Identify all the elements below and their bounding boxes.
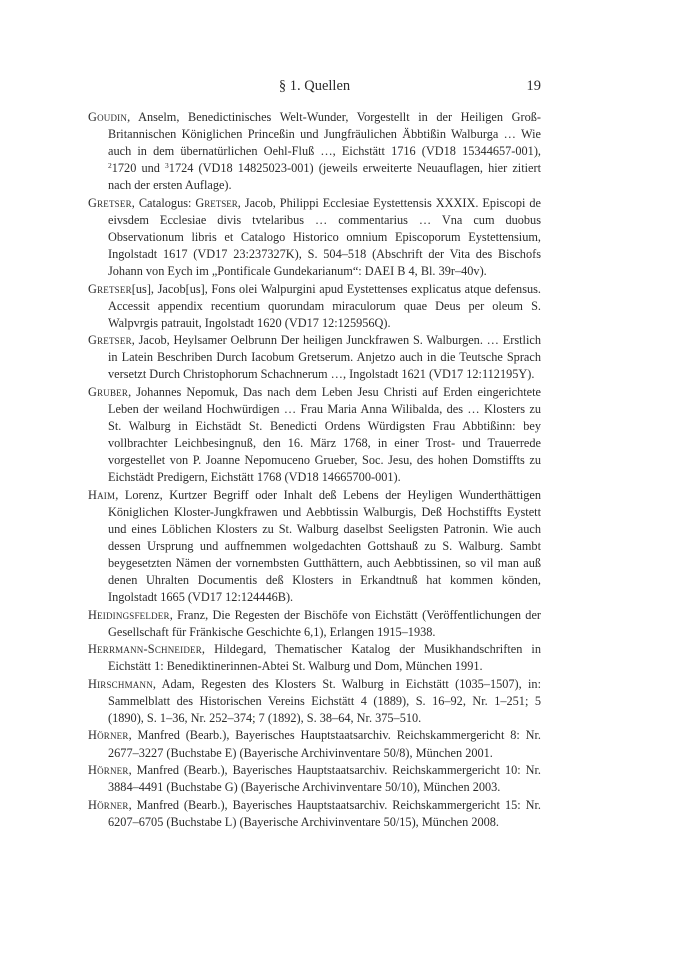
bibliography-entry <box>88 641 541 675</box>
entry-text: , Lorenz, Kurtzer Begriff oder Inhalt deß Lebens der Heyligen Wunderthättigen Königlichen Kloster-Jungkfrawen und Aebbtissin Walburgis, Deß Hochstiffts Eystett und eines Löblichen Klosters zu St. Walburg daselbst Seeligsten Patronin. Wie auch dessen Ursprung und auffnemmen wolgedachten Gottshauß zu S. Walburg. Sambt beygesetzten Nämen der vornembsten Gutthättern, auch Aebbtissinen, so vil man auß denen Uhralten Documentis deß Klosters in Erkandtnuß hat kommen könden, Ingolstadt 1665 (VD17 12:124446B). <box>108 487 541 605</box>
entry-text: , Anselm, Benedictinisches Welt-Wunder, Vorgestellt in der Heiligen Groß-Britannischen Königlichen Princeßin und Jungfräulichen Äbbtißin Walburga … Wie auch in dem übernatürlichen Oehl-Fluß …, Eichstätt 1716 (VD18 15344657-001), <box>108 110 541 159</box>
page-number: 19 <box>526 78 541 94</box>
entry-author: Gretser <box>88 281 132 296</box>
entry-author: Heidingsfelder <box>88 607 170 622</box>
bibliography-entry <box>88 676 541 727</box>
entry-text: [us], Jacob[us], Fons olei Walpurgini apud Eystettenses explicatus atque defensus. Accessit appendix recentium quorundam miraculorum quae Deus per oleum S. Walpvrgis patrauit, Ingolstadt 1620 (VD17 12:125956Q). <box>108 281 541 330</box>
entry-text: , Catalogus: <box>131 195 196 210</box>
entry-author: Gretser <box>88 195 132 210</box>
edition-superscript: 2 <box>108 161 112 171</box>
entry-author: Haim <box>88 487 116 502</box>
entry-author: Hörner <box>88 797 129 812</box>
entry-author: Goudin <box>88 110 128 124</box>
bibliography-entry <box>88 195 541 280</box>
entry-text: 1724 (VD18 14825023-001) (jeweils erweiterte Neuauflagen, hier zitiert nach der ersten Auflage). <box>108 161 542 193</box>
entry-author: Gruber <box>88 384 129 399</box>
entry-text: , Manfred (Bearb.), Bayerisches Hauptstaatsarchiv. Reichskammergericht 8: Nr. 2677–3227 (Buchstabe E) (Bayerische Archivinventare 50/8), München 2001. <box>108 728 541 760</box>
entry-author: Herrmann-Schneider <box>88 642 202 657</box>
entry-text: , Johannes Nepomuk, Das nach dem Leben Jesu Christi auf Erden eingerichtete Leben der weiland Hochwürdigen … Frau Maria Anna Wilibalda, des … Klosters zu St. Walburg in Eichstädt St. Benedicti Ordens Würdigsten Frau Abbtißinn: bey vollbrachter Leichbesingnuß, den 16. März 1768, in einer Trost- und Trauerrede vorgestellet von P. Joanne Nepomuceno Grueber, Soc. Jesu, des hohen Domstiffts zu Eichstädt Predigern, Eichstätt 1768 (VD18 14665700-001). <box>108 384 541 485</box>
entry-author-inline: Gretser <box>195 195 238 210</box>
entry-text: , Manfred (Bearb.), Bayerisches Hauptstaatsarchiv. Reichskammergericht 10: Nr. 3884–4491 (Buchstabe G) (Bayerische Archivinventare 50/10), München 2003. <box>108 763 541 795</box>
entry-text: , Adam, Regesten des Klosters St. Walburg in Eichstätt (1035–1507), in: Sammelblatt des Historischen Vereins Eichstätt 4 (1889), S. 16–92, Nr. 1–251; 5 (1890), S. 1–36, Nr. 252–374; 7 (1892), S. 38–64, Nr. 375–510. <box>108 676 541 726</box>
entry-text: 1720 und <box>111 161 166 176</box>
edition-superscript: 3 <box>165 161 169 171</box>
entry-text: , Jacob, Philippi Ecclesiae Eystettensis XXXIX. Episcopi de eivsdem Ecclesiae divis tvtelaribus … commentarius … Vna cum duobus Observationum libris et Catalogo Historico omnium Episcoporum Eystettensium, Ingolstadt 1617 (VD17 23:237327K), S. 504–518 (Abschrift der Vita des Bischofs Johann von Eych im „Pontificale Gundekarianum“: DAEI B 4, Bl. 39r–40v). <box>108 195 541 279</box>
entry-author: Gretser <box>88 333 132 348</box>
bibliography-list <box>88 109 541 831</box>
entry-text: , Manfred (Bearb.), Bayerisches Hauptstaatsarchiv. Reichskammergericht 15: Nr. 6207–6705 (Buchstabe L) (Bayerische Archivinventare 50/15), München 2008. <box>108 797 541 829</box>
bibliography-entry <box>88 109 541 194</box>
entry-text: , Franz, Die Regesten der Bischöfe von Eichstätt (Veröffentlichungen der Gesellschaft für Fränkische Geschichte 6,1), Erlangen 1915–1938. <box>108 607 541 639</box>
bibliography-entry <box>88 487 541 607</box>
bibliography-entry <box>88 332 541 383</box>
entry-author: Hörner <box>88 763 129 777</box>
page-header <box>88 76 541 100</box>
bibliography-entry <box>88 281 541 332</box>
entry-text: , Hildegard, Thematischer Katalog der Musikhandschriften in Eichstätt 1: Benediktinerinnen-Abtei St. Walburg und Dom, München 1991. <box>108 642 541 674</box>
running-head: § 1. Quellen <box>278 78 351 94</box>
bibliography-entry <box>88 384 541 487</box>
entry-text: , Jacob, Heylsamer Oelbrunn Der heiligen Junckfrawen S. Walburgen. … Erstlich in Latein Beschriben Durch Iacobum Gretserum. Anjetzo auch in die Teutsche Sprach versetzt Durch Christophorum Schachnerum …, Ingolstadt 1621 (VD17 12:112195Y). <box>108 333 541 382</box>
bibliography-entry <box>88 797 541 831</box>
bibliography-entry <box>88 762 541 796</box>
entry-author: Hörner <box>88 728 129 743</box>
bibliography-entry <box>88 727 541 761</box>
bibliography-entry <box>88 607 541 641</box>
entry-author: Hirschmann <box>88 676 153 691</box>
